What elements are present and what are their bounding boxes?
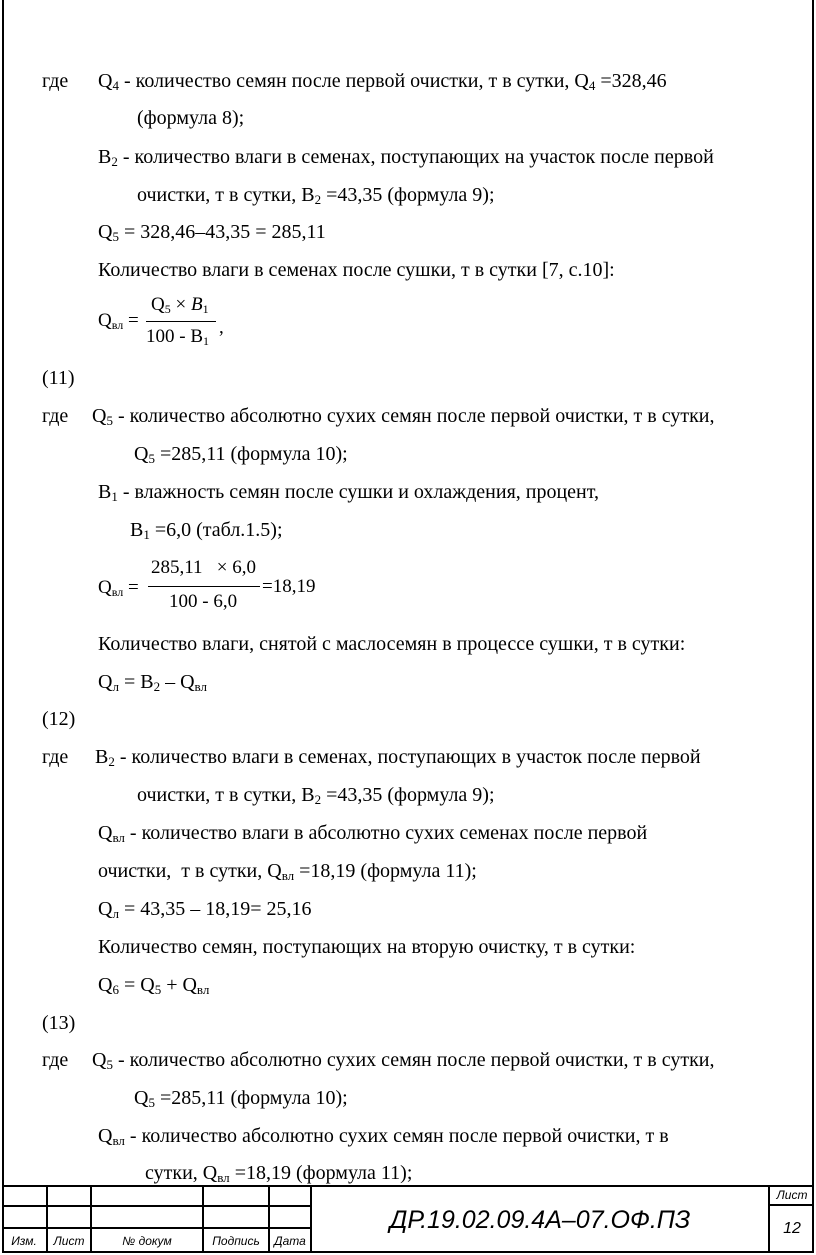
text-line: сутки, $Q_{вл} =18,19$ (формула 11);: [145, 1162, 413, 1185]
stamp-caption-dokum: № докум: [122, 1234, 172, 1248]
formula-numerator: 285,11 × 6,0: [151, 557, 257, 578]
formula-denominator: 100 - 6,0: [169, 591, 238, 612]
stamp-line: [2, 1185, 814, 1187]
text-line: очистки, т в сутки, $B_2 =43,35$ (формула 9);: [137, 184, 495, 207]
text-line: Количество влаги в семенах после сушки, т в сутки [7, с.10]:: [98, 259, 615, 281]
formula-punct: ,: [219, 317, 224, 338]
text-line: $Q_5 =285,11$ (формула 10);: [134, 443, 348, 466]
fraction-bar: [148, 586, 260, 587]
stamp-caption-izm: Изм.: [11, 1234, 37, 1248]
text-line: $Q_5$ - количество абсолютно сухих семян после первой очистки, т в сутки,: [92, 405, 715, 428]
formula-denominator: $100 - B_1$: [146, 326, 209, 348]
document-code: ДР.19.02.09.4А–07.ОФ.ПЗ: [389, 1206, 691, 1234]
text-line: (формула 8);: [137, 107, 245, 129]
text-line: $B_2$ - количество влаги в семенах, поступающих в участок после первой: [95, 746, 701, 769]
where-label: где: [42, 1049, 69, 1071]
stamp-caption-data: Дата: [274, 1234, 306, 1248]
text-line: Количество влаги, снятой с маслосемян в процессе сушки, т в сутки:: [98, 633, 686, 655]
fraction-bar: [146, 321, 216, 322]
stamp-line: [768, 1204, 814, 1206]
text-line: $Q_л = B_2 - Q_{вл}$: [98, 671, 207, 694]
where-label: где: [42, 70, 69, 92]
text-line: очистки, т в сутки, $B_2 =43,35$ (формула 9);: [137, 784, 495, 807]
text-line: Количество семян, поступающих на вторую очистку, т в сутки:: [98, 936, 636, 958]
text-line: $Q_5$ - количество абсолютно сухих семян после первой очистки, т в сутки,: [92, 1049, 715, 1072]
where-label: где: [42, 405, 69, 427]
formula-lhs: $Q_{вл}$ =: [98, 577, 139, 599]
stamp-line: [2, 1205, 312, 1207]
stamp-caption-list: Лист: [53, 1234, 85, 1248]
text-line: $B_1$ - влажность семян после сушки и охлаждения, процент,: [98, 481, 599, 504]
stamp-caption-podpis: Подпись: [212, 1234, 260, 1248]
title-block: [2, 1185, 814, 1253]
text-line: $Q_5 = 328,46-43,35 = 285,11$: [98, 221, 326, 244]
equation-number: (12): [42, 708, 76, 730]
text-line: $Q_4$ - количество семян после первой очистки, т в сутки, $Q_4 =328,46$: [98, 70, 667, 93]
formula-lhs: $Q_{вл}$ =: [98, 310, 139, 332]
text-line: $Q_6 = Q_5 + Q_{вл}$: [98, 974, 210, 997]
formula-numerator: $Q_5 \times B_1$: [151, 294, 209, 316]
equation-number: (11): [42, 367, 75, 389]
sheet-number: 12: [783, 1220, 801, 1237]
text-line: $Q_5 =285,11$ (формула 10);: [134, 1087, 348, 1110]
text-line: $Q_{вл}$ - количество влаги в абсолютно сухих семенах после первой: [98, 822, 648, 845]
text-line: $Q_л = 43,35 - 18,19= 25,16$: [98, 898, 312, 921]
text-line: $B_1 =6,0$ (табл.1.5);: [130, 519, 283, 542]
text-line: очистки, т в сутки, $Q_{вл} =18,19$ (формула 11);: [98, 860, 477, 883]
formula-result: =18,19: [262, 576, 316, 597]
text-line: $Q_{вл}$ - количество абсолютно сухих семян после первой очистки, т в: [98, 1125, 669, 1148]
stamp-line: [2, 1227, 312, 1229]
stamp-caption-sheet: Лист: [776, 1188, 808, 1202]
where-label: где: [42, 746, 69, 768]
equation-number: (13): [42, 1012, 76, 1034]
text-line: $B_2$ - количество влаги в семенах, поступающих на участок после первой: [98, 146, 714, 169]
